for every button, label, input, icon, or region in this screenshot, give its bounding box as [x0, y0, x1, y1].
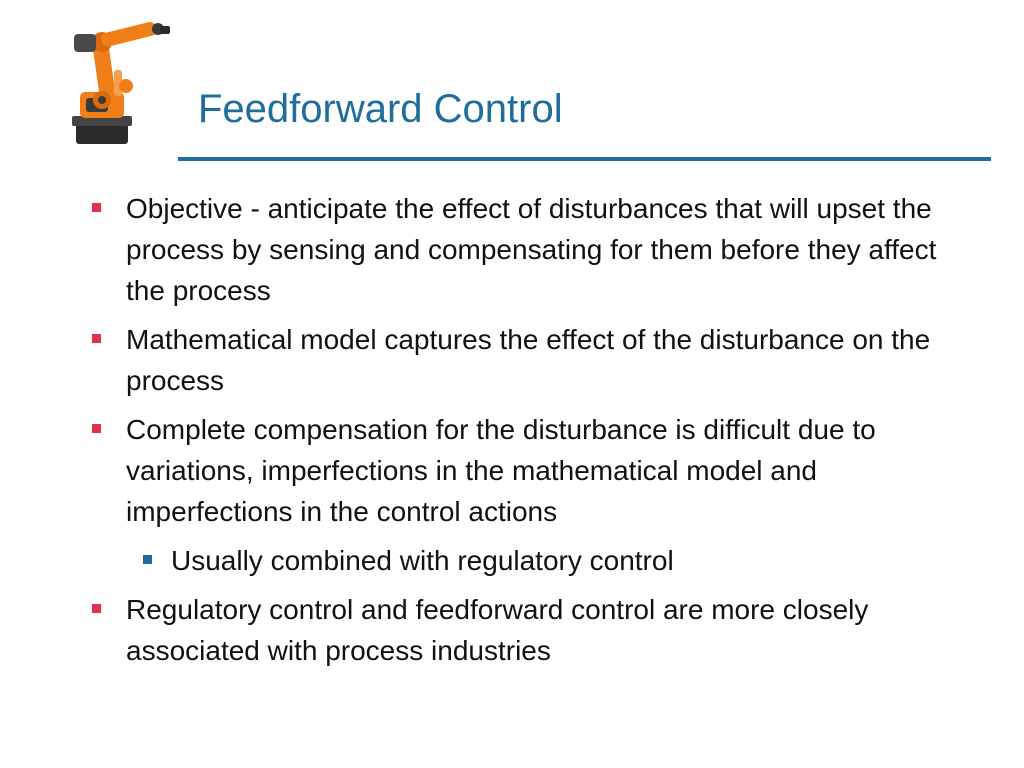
bullet-text: Complete compensation for the disturbance is difficult due to variations, imperfections in the mathematical model and imperfections in the control actions — [126, 414, 876, 527]
industrial-robot-arm-icon — [66, 20, 176, 150]
bullet-text: Usually combined with regulatory control — [171, 545, 674, 576]
square-bullet-icon — [92, 203, 101, 212]
bullet-list — [0, 188, 1024, 679]
bullet-item — [0, 319, 956, 401]
square-bullet-icon — [92, 334, 101, 343]
title-divider — [178, 157, 991, 161]
bullet-item — [0, 188, 956, 311]
square-bullet-icon — [143, 555, 152, 564]
slide-title: Feedforward Control — [198, 87, 563, 131]
bullet-text: Objective - anticipate the effect of disturbances that will upset the process by sensing and compensating for them before they affect the process — [126, 193, 937, 306]
square-bullet-icon — [92, 424, 101, 433]
bullet-text: Mathematical model captures the effect of the disturbance on the process — [126, 324, 931, 396]
bullet-item — [0, 589, 956, 671]
bullet-text: Regulatory control and feedforward control are more closely associated with process industries — [126, 594, 869, 666]
sub-bullet-item — [0, 540, 971, 581]
bullet-item — [0, 409, 956, 532]
square-bullet-icon — [92, 604, 101, 613]
